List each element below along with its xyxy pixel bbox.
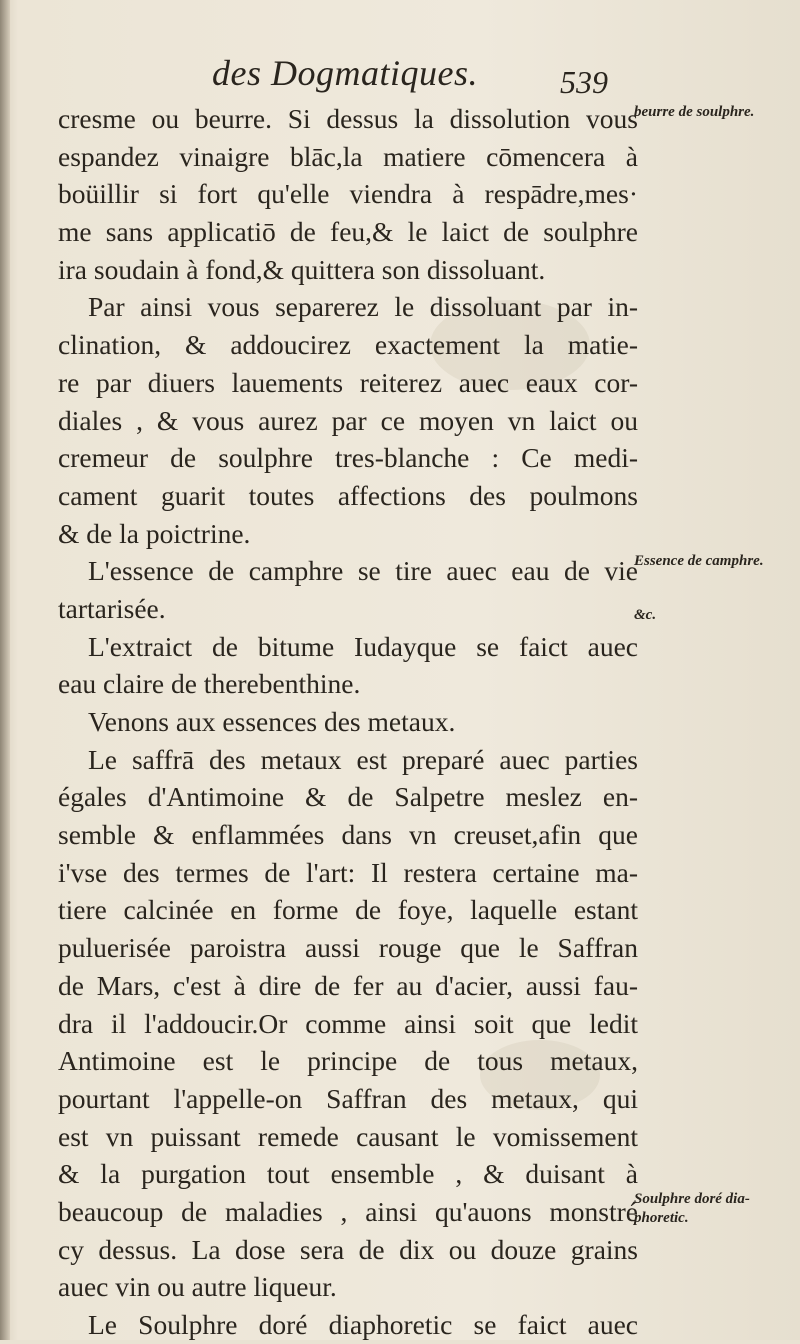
margin-note-etc: &c. <box>634 607 657 623</box>
text-line: est vn puissant remede causant le vomissement <box>58 1120 638 1152</box>
margin-note-soulphre-dore: Soulphre doré dia-phoretic. <box>634 1191 750 1226</box>
text-line: puluerisée paroistra aussi rouge que le Saffran <box>58 932 638 964</box>
text-line: boüillir si fort qu'elle viendra à respādre,mes· <box>58 178 638 210</box>
text-line: clination, & addoucirez exactement la matie- <box>58 329 638 361</box>
text-line: tiere calcinée en forme de foye, laquelle estant <box>58 894 638 926</box>
text-line: de Mars, c'est à dire de fer au d'acier, aussi fau- <box>58 969 638 1001</box>
page-header <box>0 52 800 102</box>
text-line: me sans applicatiō de feu,& le laict de soulphre <box>58 216 638 248</box>
text-line: tartarisée. <box>58 592 166 624</box>
text-line: eau claire de therebenthine. <box>58 668 361 700</box>
text-line: beaucoup de maladies , ainsi qu'auons monstré <box>58 1195 638 1227</box>
margin-note-beurre: beurre de soulphre. <box>634 104 755 120</box>
text-line: Antimoine est le principe de tous metaux, <box>58 1045 638 1077</box>
text-line: & de la poictrine. <box>58 517 251 549</box>
text-line: cament guarit toutes affections des poulmons <box>58 479 638 511</box>
text-line: cy dessus. La dose sera de dix ou douze grains <box>58 1233 638 1265</box>
text-line: ira soudain à fond,& quittera son dissoluant. <box>58 253 546 285</box>
text-line: dra il l'addoucir.Or comme ainsi soit que ledit <box>58 1007 638 1039</box>
text-line: diales , & vous aurez par ce moyen vn laict ou <box>58 404 638 436</box>
text-line: Venons aux essences des metaux. <box>88 706 456 737</box>
running-title: des Dogmatiques. <box>212 53 478 93</box>
text-line: espandez vinaigre blāc,la matiere cōmencera à <box>58 140 638 172</box>
text-line: & la purgation tout ensemble , & duisant à <box>58 1158 638 1190</box>
text-line: i'vse des termes de l'art: Il restera certaine ma- <box>58 856 638 888</box>
text-line: Le saffrā des metaux est preparé auec parties <box>88 743 638 775</box>
body-text <box>58 100 638 1344</box>
text-line: Le Soulphre doré diaphoretic se faict auec <box>88 1309 638 1340</box>
text-line: cresme ou beurre. Si dessus la dissolution vous <box>58 103 638 134</box>
text-line: égales d'Antimoine & de Salpetre meslez en- <box>58 781 638 813</box>
text-line: L'extraict de bitume Iudayque se faict auec <box>88 630 638 662</box>
text-line: cremeur de soulphre tres-blanche : Ce medi- <box>58 442 638 474</box>
text-line: semble & enflammées dans vn creuset,afin que <box>58 819 638 851</box>
text-line: pourtant l'appelle-on Saffran des metaux, qui <box>58 1082 638 1114</box>
margin-note-camphre: Essence de camphre. <box>634 553 764 569</box>
text-line: auec vin ou autre liqueur. <box>58 1271 337 1303</box>
page-number: 539 <box>560 64 608 100</box>
page-gutter <box>0 0 10 1340</box>
text-line: L'essence de camphre se tire auec eau de vie <box>88 555 638 587</box>
text-line: Par ainsi vous separerez le dissoluant par in- <box>88 291 638 323</box>
text-line: re par diuers lauements reiterez auec eaux cor- <box>58 366 638 398</box>
